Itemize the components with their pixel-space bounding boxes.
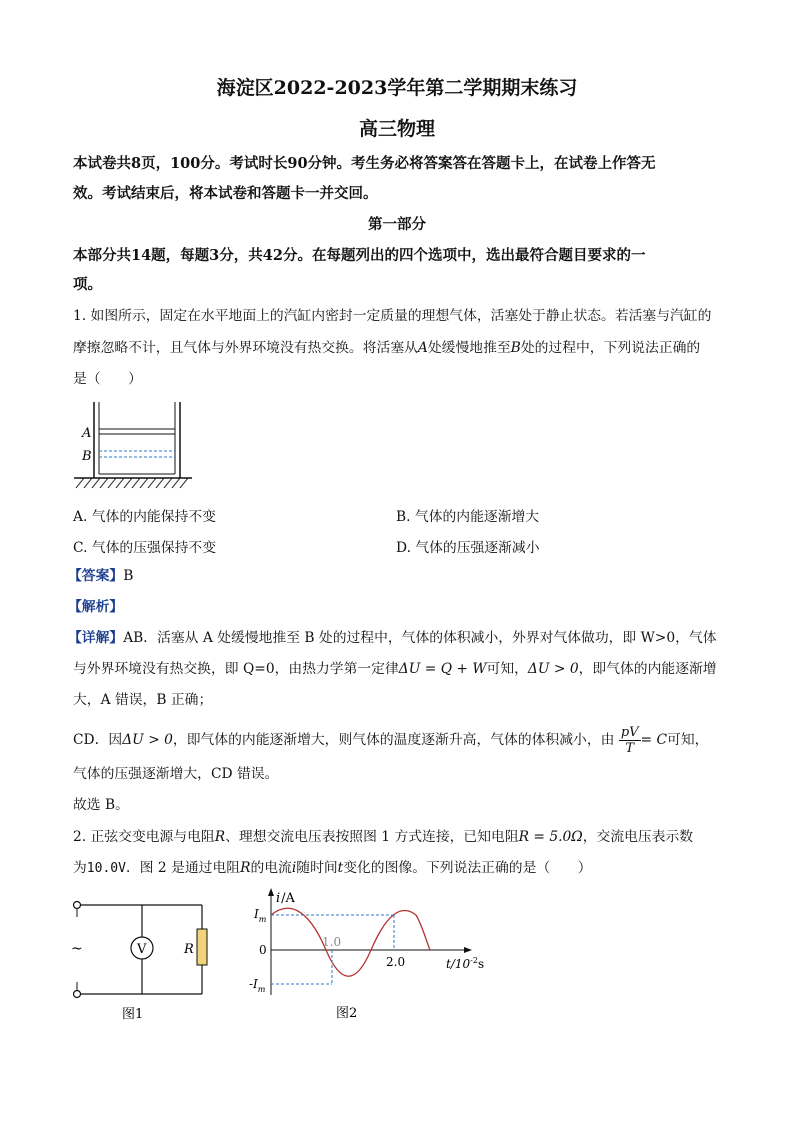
q1-detail-line3: 大，A 错误，B 正确； — [73, 692, 213, 708]
q1-analysis-tag: 【解析】 — [68, 599, 124, 615]
q1-answer: 【答案】B — [68, 568, 134, 584]
page-title: 海淀区2022-2023学年第二学期期末练习 — [216, 77, 578, 99]
current-time-graph — [246, 885, 506, 1025]
resistor — [197, 929, 207, 965]
cylinder-figure — [72, 398, 192, 496]
q1-detail-line5: 气体的压强逐渐增大，CD 错误。 — [73, 766, 279, 782]
instructions-line1: 本试卷共8页，100分。考试时长90分钟。考生务必将答案答在答题卡上，在试卷上作答无 — [73, 155, 656, 172]
fig1-caption: 图1 — [122, 1007, 144, 1022]
section-desc-line1: 本部分共14题，每题3分，共42分。在每题列出的四个选项中，选出最符合题目要求的一 — [73, 247, 646, 264]
origin-label: 0 — [259, 943, 267, 957]
q1-line3: 是（ ） — [73, 371, 142, 387]
q2-line2: 为10.0V．图 2 是通过电阻R的电流i随时间t变化的图像。下列说法正确的是（ ） — [73, 860, 592, 876]
pv-over-t-fraction: $\frac{pV}{T}$ — [620, 725, 639, 756]
y-tick-im: $I_m$ — [254, 907, 267, 924]
piston-label-a: A — [82, 426, 92, 441]
q1-option-b: B. 气体的内能逐渐增大 — [396, 509, 540, 525]
q1-option-a: A. 气体的内能保持不变 — [73, 509, 216, 525]
circuit-figure — [66, 895, 226, 1025]
instructions-line2: 效。考试结束后，将本试卷和答题卡一并交回。 — [73, 185, 378, 202]
fig2-caption: 图2 — [336, 1006, 358, 1021]
x-tick-2: 2.0 — [386, 955, 406, 969]
x-tick-1: 1.0 — [322, 935, 342, 949]
q1-option-d: D. 气体的压强逐渐减小 — [396, 540, 540, 556]
q1-detail-line4: CD．因ΔU > 0，即气体的内能逐渐增大，则气体的温度逐渐升高，气体的体积减小，由 $\frac{pV}{T}$ = C可知， — [73, 725, 709, 756]
q1-line1: 1. 如图所示，固定在水平地面上的汽缸内密封一定质量的理想气体，活塞处于静止状态。若活塞与汽缸的 — [73, 308, 712, 324]
y-tick-neg-im: $-I_m$ — [249, 977, 266, 994]
resistor-label: R — [184, 942, 194, 957]
section-heading: 第一部分 — [368, 216, 426, 233]
current-curve — [271, 908, 430, 976]
voltmeter-label: V — [137, 942, 147, 957]
x-axis-label: $t/10^{-2}s$ — [446, 956, 485, 971]
q1-option-c: C. 气体的压强保持不变 — [73, 540, 217, 556]
page-subtitle: 高三物理 — [358, 118, 435, 140]
q1-line2: 摩擦忽略不计，且气体与外界环境没有热交换。将活塞从A处缓慢地推至B处的过程中，下列说法正确的 — [73, 340, 701, 356]
piston-label-b: B — [82, 449, 92, 464]
q1-detail-line1: 【详解】AB．活塞从 A 处缓慢地推至 B 处的过程中，气体的体积减小，外界对气体做功，即 W>0，气体 — [68, 630, 717, 646]
q1-conclusion: 故选 B。 — [73, 797, 129, 813]
section-desc-line2: 项。 — [73, 276, 102, 293]
ac-source-symbol: ~ — [71, 941, 83, 957]
q2-line1: 2. 正弦交变电源与电阻R、理想交流电压表按照图 1 方式连接，已知电阻R = 5.0Ω，交流电压表示数 — [73, 829, 694, 845]
q1-detail-line2: 与外界环境没有热交换，即 Q=0，由热力学第一定律ΔU = Q + W可知，ΔU > 0，即气体的内能逐渐增 — [73, 661, 717, 677]
y-axis-label: i/A — [276, 891, 295, 906]
